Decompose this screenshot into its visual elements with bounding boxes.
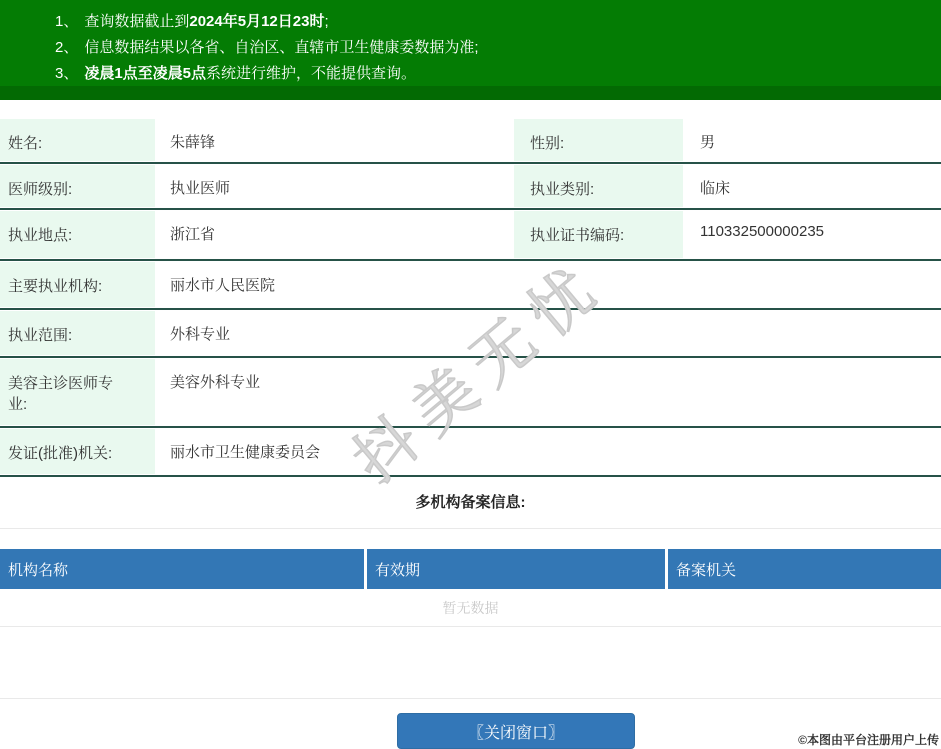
org-table-empty-row [0, 627, 941, 699]
info-row-cosmetic-specialty [0, 358, 941, 428]
info-row-location-certificate [0, 210, 941, 261]
info-value-issuing-authority: 丽水市卫生健康委员会 [170, 444, 321, 461]
notice-line [55, 61, 941, 87]
info-label-cosmetic-specialty: 美容主诊医师专业: [0, 359, 155, 425]
info-value-practice-location: 浙江省 [170, 226, 216, 243]
footer-button-row [0, 699, 941, 749]
info-label-name: 姓名: [0, 119, 155, 161]
org-header-validity-period: 有效期 [367, 549, 665, 589]
notice-number: 1、 [55, 13, 79, 30]
info-label-certificate-number: 执业证书编码: [514, 211, 683, 258]
org-table-empty-state: 暂无数据 [0, 589, 941, 627]
info-row-issuing-authority [0, 428, 941, 477]
info-value-gender: 男 [700, 134, 716, 151]
notice-number: 2、 [55, 39, 79, 56]
info-label-issuing-authority: 发证(批准)机关: [0, 429, 155, 474]
info-value-practice-scope: 外科专业 [170, 326, 231, 343]
notice-banner [0, 0, 941, 100]
info-value-certificate-number: 110332500000235 [700, 223, 825, 240]
org-table-header [0, 549, 941, 589]
notice-text-bold: 凌晨1点至凌晨5点 [84, 65, 207, 82]
info-row-practice-scope [0, 310, 941, 358]
multi-org-section [0, 491, 941, 699]
notice-line [55, 35, 941, 61]
notice-line [55, 9, 941, 35]
notice-text: 信息数据结果以各省、自治区、直辖市卫生健康委数据为准; [84, 39, 479, 56]
info-row-main-institution [0, 261, 941, 310]
notice-text: 系统进行维护，不能提供查询。 [206, 65, 417, 82]
info-label-main-institution: 主要执业机构: [0, 262, 155, 307]
info-value-cosmetic-specialty: 美容外科专业 [170, 374, 261, 391]
info-label-practice-scope: 执业范围: [0, 311, 155, 355]
notice-text-bold: 2024年5月12日23时 [189, 13, 325, 30]
info-label-gender: 性别: [514, 119, 683, 161]
info-value-doctor-level: 执业医师 [170, 180, 231, 197]
close-window-button[interactable]: 〖关闭窗口〗 [397, 713, 635, 749]
section-divider [0, 528, 941, 529]
info-value-practice-category: 临床 [700, 180, 731, 197]
org-header-institution-name: 机构名称 [0, 549, 364, 589]
copyright-watermark: ©本图由平台注册用户上传 [798, 733, 939, 747]
org-header-record-authority: 备案机关 [668, 549, 941, 589]
info-value-main-institution: 丽水市人民医院 [170, 277, 276, 294]
multi-org-section-title: 多机构备案信息: [415, 494, 526, 511]
info-row-name-gender [0, 118, 941, 164]
practitioner-info-table [0, 118, 941, 477]
info-label-practice-location: 执业地点: [0, 211, 155, 258]
info-label-doctor-level: 医师级别: [0, 165, 155, 207]
info-row-level-category [0, 164, 941, 210]
notice-number: 3、 [55, 65, 79, 82]
info-label-practice-category: 执业类别: [514, 165, 683, 207]
notice-text: 查询数据截止到 [84, 13, 190, 30]
notice-text: ; [324, 13, 329, 30]
info-value-name: 朱薛锋 [170, 134, 216, 151]
